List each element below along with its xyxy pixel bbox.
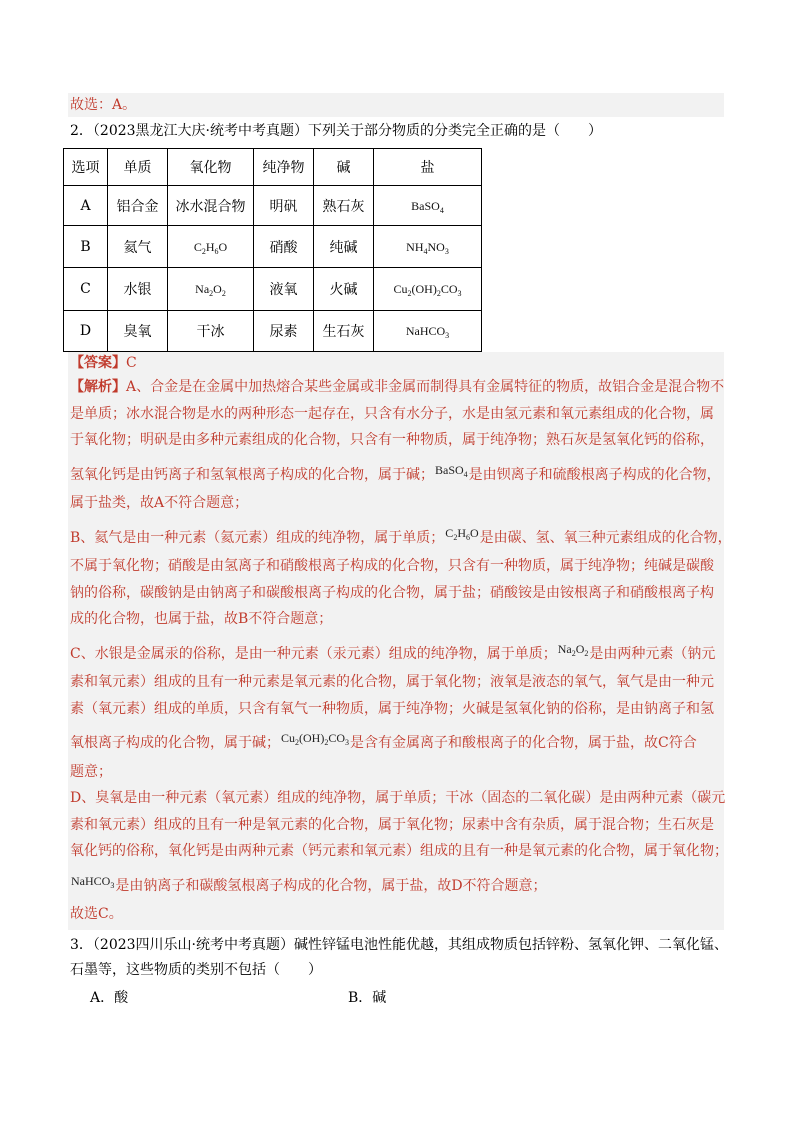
text-run: 属于盐类，故A不符合题意； xyxy=(70,495,249,511)
text-run: C xyxy=(80,281,91,297)
header-text: 选项 xyxy=(71,160,100,176)
explanation-line xyxy=(70,722,732,759)
text-run: 是含有金属离子和酸根离子的化合物，属于盐，故C符合 xyxy=(350,735,697,751)
formula-subscript: 2 xyxy=(295,738,300,747)
formula-subscript: 3 xyxy=(457,289,462,298)
table-row xyxy=(64,226,482,268)
formula-subscript: 4 xyxy=(463,469,468,479)
table-cell xyxy=(168,311,254,352)
table-cell xyxy=(374,268,482,311)
formula-subscript: 3 xyxy=(445,331,450,340)
formula-symbol: O xyxy=(213,282,222,296)
formula-symbol: Cu xyxy=(281,731,296,745)
formula-symbol: O xyxy=(469,525,479,540)
explanation-body xyxy=(70,374,732,901)
formula-symbol: BaSO xyxy=(435,462,464,477)
table-cell xyxy=(314,226,374,268)
formula-symbol: CO xyxy=(328,731,346,745)
table-cell xyxy=(108,268,168,311)
option-a xyxy=(90,986,128,1010)
text-run: 素（氧元素）组成的单质，只含有氧气一种物质，属于纯净物；火碱是氢氧化钠的俗称，是由钠离子和氢 xyxy=(70,700,714,717)
table-cell xyxy=(374,226,482,268)
text-run: 是由钠离子和碳酸氢根离子构成的化合物，属于盐，故D不符合题意； xyxy=(115,877,547,894)
formula-symbol: Cu xyxy=(393,282,408,296)
header-text: 碱 xyxy=(336,160,351,176)
conclusion: 故选C。 xyxy=(70,906,123,922)
table-cell xyxy=(64,311,108,352)
chemical-formula xyxy=(194,240,227,254)
chemical-formula xyxy=(281,731,349,745)
table-cell xyxy=(64,186,108,226)
section-label: 【解析】 xyxy=(70,379,126,395)
table-cell xyxy=(168,186,254,226)
option-label: B． xyxy=(348,990,373,1006)
formula-symbol: C xyxy=(445,525,454,540)
text-run: A xyxy=(80,197,91,214)
text-run: 明矾 xyxy=(269,198,298,215)
table-cell xyxy=(314,186,374,226)
explanation-line xyxy=(70,401,732,428)
text-run: 不属于氧化物；硝酸是由氢离子和硝酸根离子构成的化合物，只含有一种物质，属于纯净物；纯碱是碳酸 xyxy=(70,558,714,574)
answer-label: 【答案】 xyxy=(70,355,126,371)
explanation-line xyxy=(70,669,732,696)
table-row xyxy=(64,311,482,352)
table-header-cell xyxy=(374,149,482,186)
chemical-formula xyxy=(411,199,444,213)
chemical-formula xyxy=(406,240,449,254)
header-text: 氧化物 xyxy=(189,160,232,176)
formula-symbol: BaSO xyxy=(411,198,440,213)
formula-symbol: H xyxy=(457,525,466,540)
header-text: 单质 xyxy=(123,160,152,176)
chemical-formula xyxy=(558,642,589,656)
chemical-formula xyxy=(195,282,226,296)
text-run: 氦气 xyxy=(123,239,152,256)
formula-symbol: H xyxy=(205,239,215,254)
explanation-line xyxy=(70,580,732,607)
table-cell xyxy=(314,268,374,311)
formula-symbol: O xyxy=(575,641,585,656)
formula-subscript: 2 xyxy=(324,738,329,747)
text-run: 是由钡离子和硫酸根离子构成的化合物， xyxy=(468,466,721,483)
text-run: 氧化钙的俗称，氧化钙是由两种元素（钙元素和氧元素）组成的且有一种是氧元素的化合物，属于氧化物； xyxy=(70,843,728,859)
formula-subscript: 2 xyxy=(436,289,441,298)
text-run: 熟石灰 xyxy=(322,198,365,215)
option-text: 酸 xyxy=(114,990,129,1006)
explanation-line xyxy=(70,838,732,865)
explanation-line xyxy=(70,785,732,812)
explanation-line xyxy=(70,374,732,401)
formula-subscript: 4 xyxy=(423,246,428,256)
formula-subscript: 6 xyxy=(465,532,470,542)
text-run: 火碱 xyxy=(329,282,358,298)
text-run: 铝合金 xyxy=(116,198,159,215)
classification-table xyxy=(63,148,482,352)
text-run: 钠的俗称，碳酸钠是由钠离子和碳酸根离子构成的化合物，属于盐；硝酸铵是由铵根离子和硝酸根离子构 xyxy=(70,584,714,601)
text-run: 硝酸 xyxy=(269,239,298,256)
text-run: 素和氧元素）组成的且有一种元素是氧元素的化合物，属于氧化物；液氧是液态的氧气，氧气是由一种元 xyxy=(70,674,714,690)
formula-subscript: 2 xyxy=(201,246,206,256)
formula-subscript: 4 xyxy=(439,205,444,215)
table-cell xyxy=(254,268,314,311)
table-cell xyxy=(108,186,168,226)
text-run: 干冰 xyxy=(196,324,225,340)
text-run: B、氦气是由一种元素（氦元素）组成的纯净物，属于单质； xyxy=(70,529,445,546)
formula-symbol: CO xyxy=(440,282,458,296)
table-cell xyxy=(314,311,374,352)
text-run: 是由碳、氢、氧三种元素组成的化合物， xyxy=(479,529,732,546)
header-text: 纯净物 xyxy=(262,160,305,176)
formula-symbol: (OH) xyxy=(411,282,437,296)
table-row xyxy=(64,268,482,311)
text-run: D、臭氧是由一种元素（氧元素）组成的纯净物，属于单质；干冰（固态的二氧化碳）是由两种元素（碳元 xyxy=(70,790,726,806)
text-run: 氢氧化钙是由钙离子和氢氧根离子构成的化合物，属于碱； xyxy=(70,466,434,483)
explanation-line xyxy=(70,812,732,839)
table-header-cell xyxy=(168,149,254,186)
answer-line xyxy=(70,352,732,374)
text-run: 题意； xyxy=(70,763,112,780)
formula-symbol: NaHCO xyxy=(405,324,446,338)
explanation-line xyxy=(70,553,732,580)
table-header-cell xyxy=(254,149,314,186)
formula-symbol: C xyxy=(193,239,202,254)
text-run: 成的化合物，也属于盐，故B不符合题意； xyxy=(70,611,333,627)
text-run: 水银 xyxy=(123,282,152,298)
text-run: 素和氧元素）组成的且有一种是氧元素的化合物，属于氧化物；尿素中含有杂质，属于混合物；生石灰是 xyxy=(70,816,714,833)
table-cell xyxy=(168,226,254,268)
text-run: C、水银是金属汞的俗称，是由一种元素（汞元素）组成的纯净物，属于单质； xyxy=(70,645,557,662)
text-run: 是由两种元素（钠元 xyxy=(589,645,716,662)
option-text: 碱 xyxy=(372,990,387,1006)
explanation-line xyxy=(70,865,732,902)
table-cell xyxy=(374,311,482,352)
table-cell xyxy=(108,311,168,352)
table-cell xyxy=(374,186,482,226)
answer-explanation xyxy=(70,352,732,928)
explanation-line xyxy=(70,606,732,633)
formula-subscript: 3 xyxy=(345,738,350,747)
answer-shading xyxy=(68,93,724,117)
formula-subscript: 6 xyxy=(214,246,219,256)
explanation-line xyxy=(70,427,732,454)
text-run: 纯碱 xyxy=(329,239,358,256)
explanation-line xyxy=(70,696,732,723)
table-cell xyxy=(64,268,108,311)
formula-subscript: 2 xyxy=(221,289,226,298)
formula-subscript: 2 xyxy=(453,532,458,542)
table-cell xyxy=(254,311,314,352)
formula-symbol: Na xyxy=(557,641,572,656)
chemical-formula xyxy=(435,463,468,477)
text-run: 氧根离子构成的化合物，属于碱； xyxy=(70,735,280,751)
text-run: 液氧 xyxy=(269,282,298,298)
table-cell xyxy=(254,226,314,268)
text-run: 冰水混合物 xyxy=(175,198,246,215)
formula-symbol: (OH) xyxy=(299,731,325,745)
table-cell xyxy=(64,226,108,268)
table-cell xyxy=(108,226,168,268)
formula-subscript: 3 xyxy=(444,246,449,256)
answer-value: C xyxy=(126,355,137,371)
text-run: B xyxy=(80,238,91,255)
table-header-cell xyxy=(64,149,108,186)
explanation-line xyxy=(70,490,732,517)
table-cell xyxy=(168,268,254,311)
option-label: A． xyxy=(90,990,115,1006)
formula-symbol: O xyxy=(218,239,228,254)
chemical-formula xyxy=(393,282,461,296)
formula-symbol: NH xyxy=(406,239,424,254)
table-row xyxy=(64,186,482,226)
table-body xyxy=(64,186,482,352)
explanation-line xyxy=(70,633,732,670)
text-run: 生石灰 xyxy=(322,324,365,340)
formula-symbol: Na xyxy=(195,282,210,296)
formula-subscript: 3 xyxy=(110,880,115,890)
text-run: 于氧化物；明矾是由多种元素组成的化合物，只含有一种物质，属于纯净物；熟石灰是氢氧化钙的俗称， xyxy=(70,432,714,448)
formula-subscript: 2 xyxy=(571,648,576,658)
formula-subscript: 2 xyxy=(584,648,589,658)
explanation-line xyxy=(70,454,732,491)
formula-subscript: 2 xyxy=(209,289,214,298)
formula-symbol: NO xyxy=(427,239,445,254)
text-run: D xyxy=(79,323,92,339)
question-3-stem-line: 石墨等，这些物质的类别不包括（ ） xyxy=(70,962,322,978)
header-text: 盐 xyxy=(420,160,435,176)
formula-symbol: NaHCO xyxy=(71,873,111,888)
table-header-row xyxy=(64,149,482,186)
chemical-formula xyxy=(406,324,449,338)
table-header-cell xyxy=(108,149,168,186)
chemical-formula xyxy=(445,526,478,540)
previous-answer: 故选：A。 xyxy=(70,97,137,113)
table-header-cell xyxy=(314,149,374,186)
table-cell xyxy=(254,186,314,226)
question-2-stem: 2．（2023黑龙江大庆·统考中考真题）下列关于部分物质的分类完全正确的是（ ） xyxy=(70,123,602,139)
formula-subscript: 2 xyxy=(407,289,412,298)
text-run: A、合金是在金属中加热熔合某些金属或非金属而制得具有金属特征的物质，故铝合金是混合物不 xyxy=(126,379,725,395)
table-head xyxy=(64,149,482,186)
text-run: 尿素 xyxy=(269,324,298,340)
explanation-line xyxy=(70,759,732,786)
text-run: 臭氧 xyxy=(123,324,152,340)
chemical-formula xyxy=(71,874,114,888)
option-b xyxy=(348,986,386,1010)
question-3-stem-line: 3．（2023四川乐山·统考中考真题）碱性锌锰电池性能优越，其组成物质包括锌粉、氢氧化钾、二氧化锰、 xyxy=(70,937,728,953)
explanation-line xyxy=(70,517,732,554)
text-run: 是单质；冰水混合物是水的两种形态一起存在，只含有水分子，水是由氢元素和氧元素组成的化合物，属 xyxy=(70,405,714,422)
